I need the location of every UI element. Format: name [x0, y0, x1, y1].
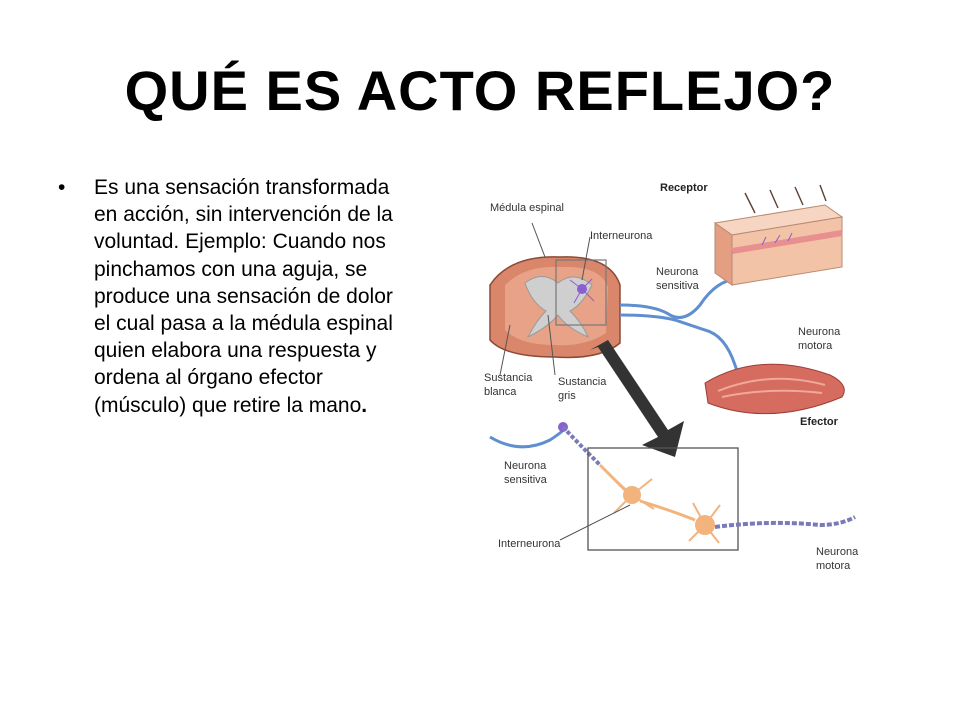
bullet-text-block [94, 174, 408, 419]
label-sustancia-gris-1: Sustancia [558, 376, 607, 388]
label-neurona-sensitiva-top-2: sensitiva [656, 280, 699, 292]
label-sustancia-blanca-2: blanca [484, 386, 517, 398]
skin-receptor [715, 185, 842, 285]
slide-title: QUÉ ES ACTO REFLEJO? [124, 59, 836, 122]
label-sustancia-blanca-1: Sustancia [484, 372, 533, 384]
label-receptor: Receptor [660, 182, 708, 194]
label-neurona-motora-bottom-2: motora [816, 560, 851, 572]
label-medula-espinal: Médula espinal [490, 202, 564, 214]
muscle-effector [705, 364, 844, 413]
label-efector: Efector [800, 416, 838, 428]
label-neurona-motora-top-2: motora [798, 340, 833, 352]
label-interneurona-top: Interneurona [590, 230, 653, 242]
zoom-arrow-icon [590, 340, 684, 457]
label-interneurona-bottom: Interneurona [498, 538, 561, 550]
bullet-text: Es una sensación transformada en acción, sin intervención de la voluntad. Ejemplo: Cuando nos pinchamos con una aguja, se produce una sensación de dolor el cual pasa a la médula espinal quien elabora una respuesta y ordena al órgano efector (músculo) que retire la mano [94, 176, 393, 417]
label-neurona-sensitiva-bottom-1: Neurona [504, 460, 547, 472]
label-sustancia-gris-2: gris [558, 390, 576, 402]
label-neurona-motora-top-1: Neurona [798, 326, 841, 338]
spinal-cord-section [490, 257, 620, 358]
reflex-arc-illustration [470, 165, 890, 585]
bullet-marker: • [58, 176, 66, 199]
label-neurona-sensitiva-bottom-2: sensitiva [504, 474, 547, 486]
label-neurona-sensitiva-top-1: Neurona [656, 266, 699, 278]
reflex-arc-diagram [470, 165, 890, 585]
label-neurona-motora-bottom-1: Neurona [816, 546, 859, 558]
bullet-end-mark: . [361, 393, 368, 417]
bullet-item [58, 174, 408, 419]
